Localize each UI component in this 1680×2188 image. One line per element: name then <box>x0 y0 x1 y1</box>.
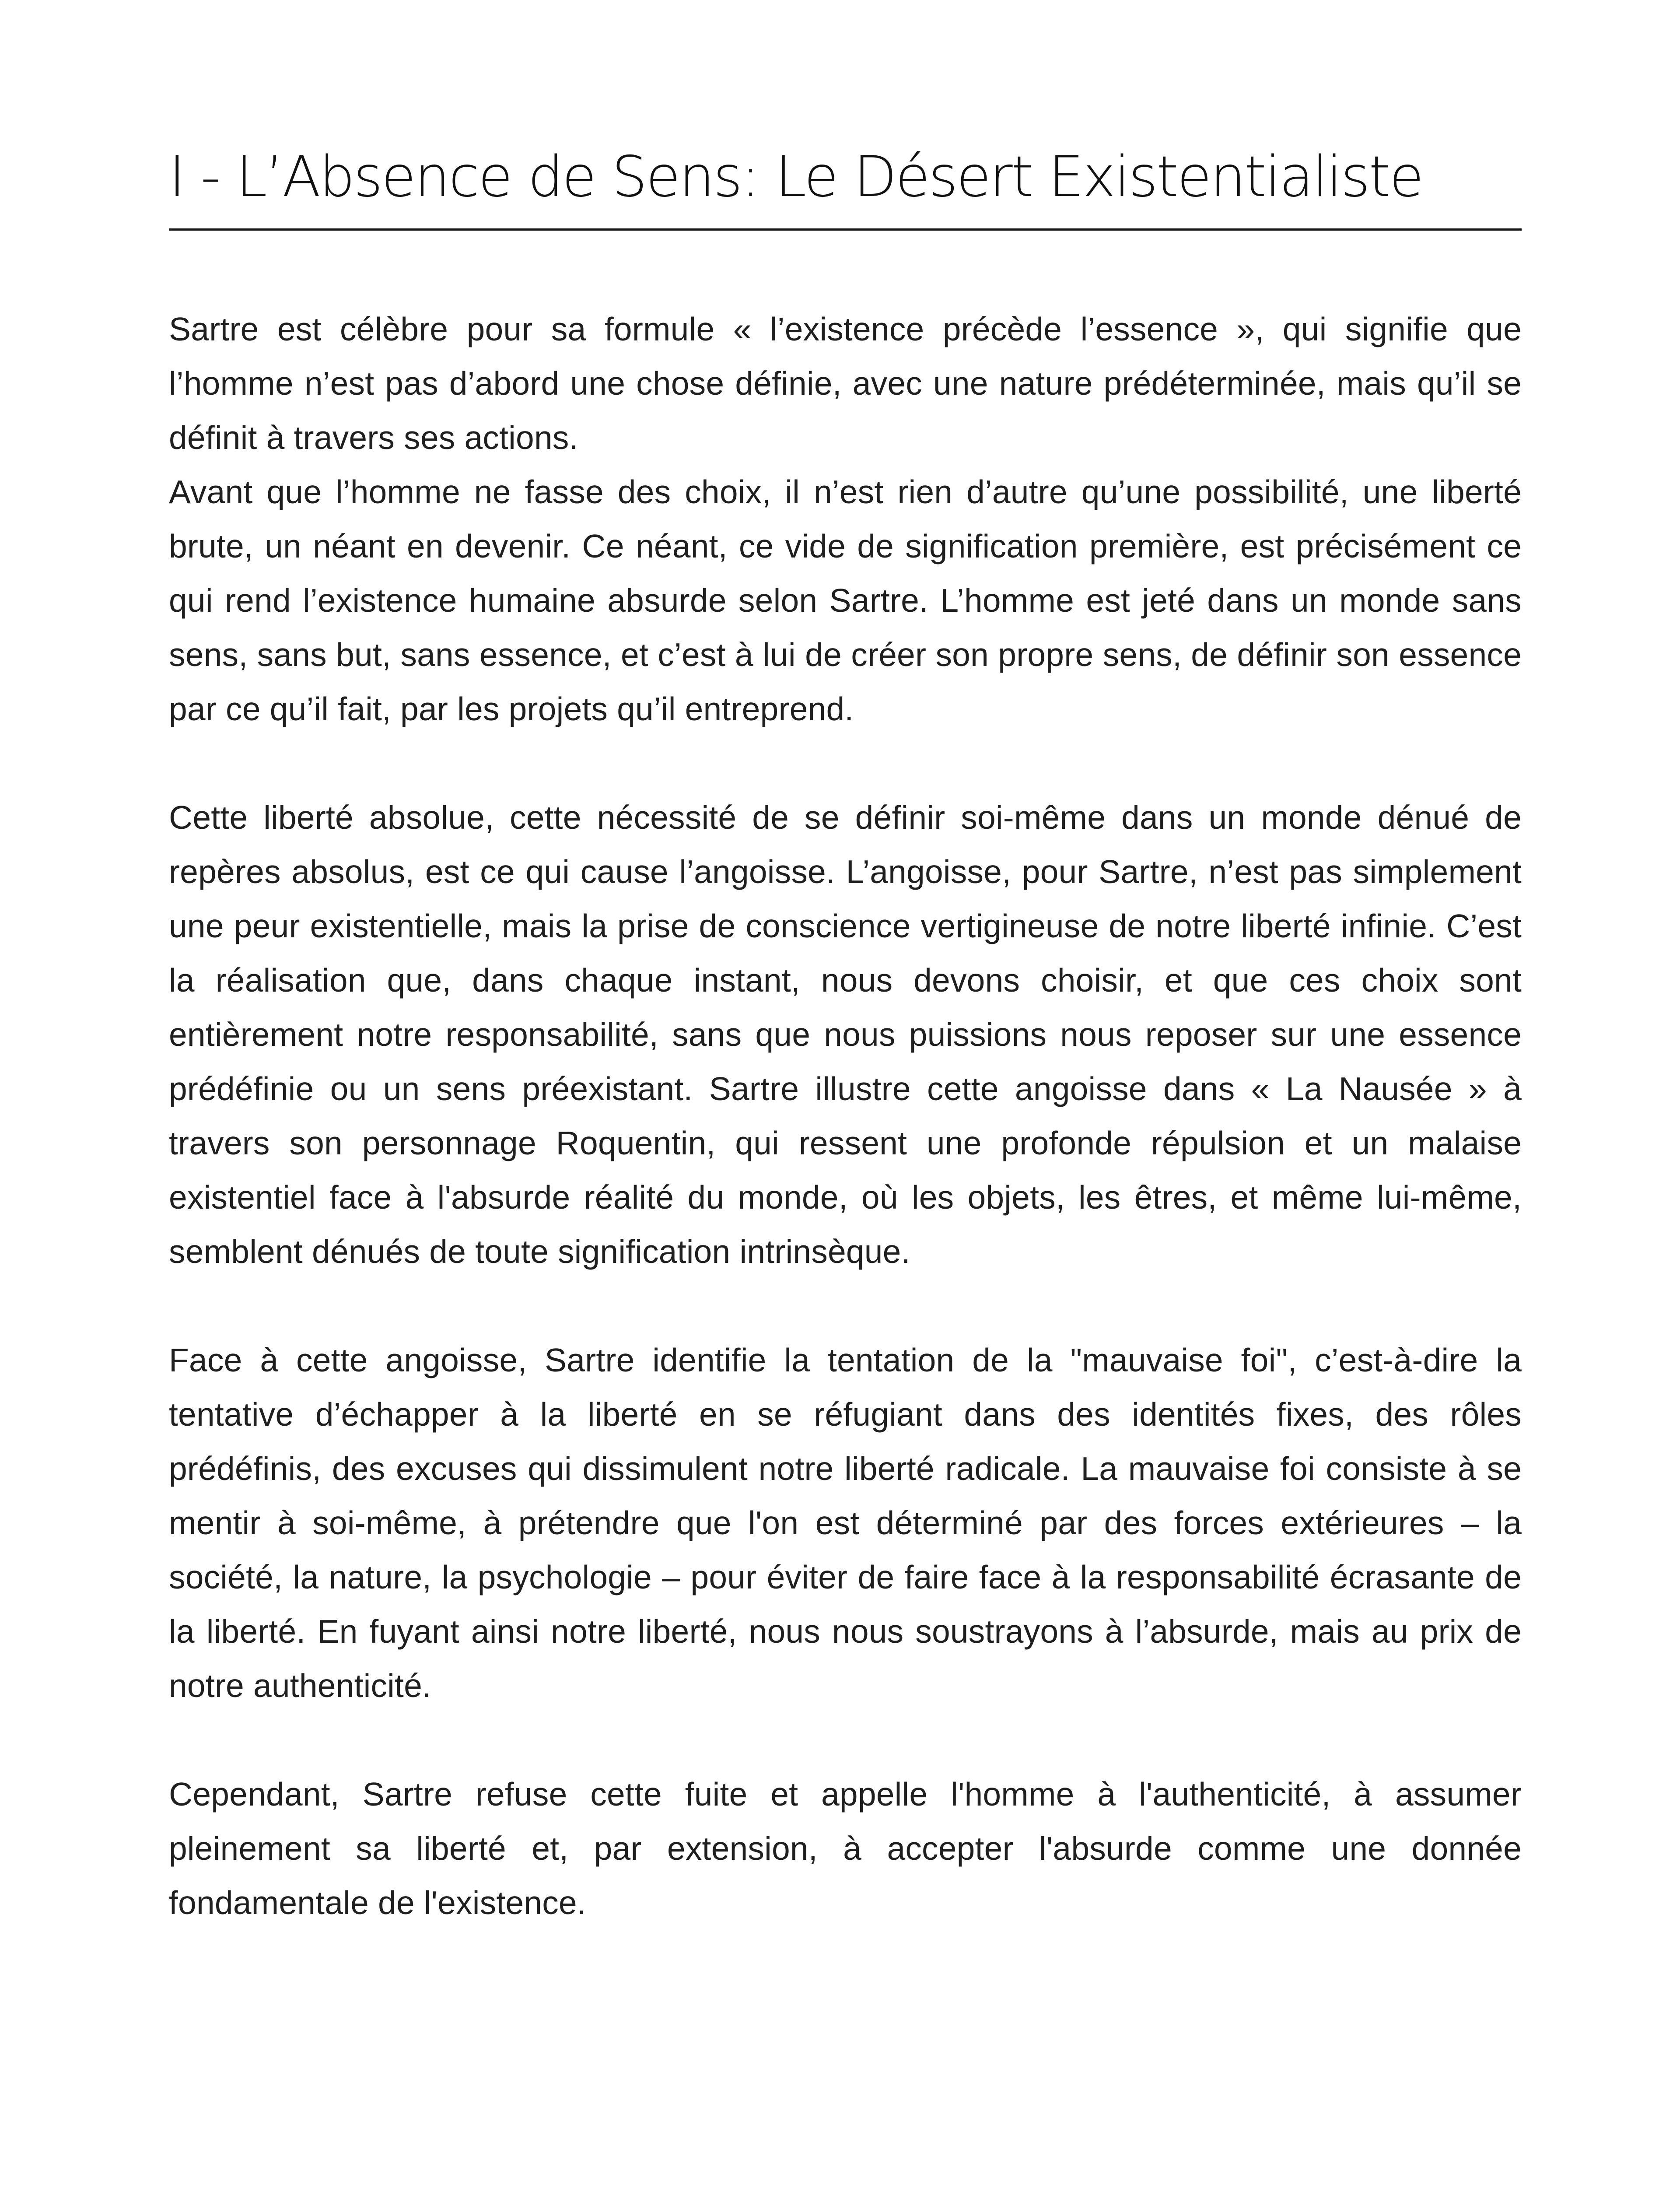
paragraph-1: Sartre est célèbre pour sa formule « l’existence précède l’essence », qui signifie que l’homme n’est pas d’abord une chose définie, avec une nature prédéterminée, mais qu’il se définit à travers ses actions. <box>169 311 1522 456</box>
title-divider <box>169 228 1522 231</box>
paragraph-2: Avant que l’homme ne fasse des choix, il n’est rien d’autre qu’une possibilité, une liberté brute, un néant en devenir. Ce néant, ce vide de signification première, est précisément ce qui rend l’existence humaine absurde selon Sartre. L’homme est jeté dans un monde sans sens, sans but, sans essence, et c’est à lui de créer son propre sens, de définir son essence par ce qu’il fait, par les projets qu’il entreprend. <box>169 473 1522 727</box>
page-title: I - L’Absence de Sens: Le Désert Existentialiste <box>169 144 1423 210</box>
paragraph-3: Cette liberté absolue, cette nécessité de se définir soi-même dans un monde dénué de repères absolus, est ce qui cause l’angoisse. L’angoisse, pour Sartre, n’est pas simplement une peur existentielle, mais la prise de conscience vertigineuse de notre liberté infinie. C’est la réalisation que, dans chaque instant, nous devons choisir, et que ces choix sont entièrement notre responsabilité, sans que nous puissions nous reposer sur une essence prédéfinie ou un sens préexistant. Sartre illustre cette angoisse dans « La Nausée » à travers son personnage Roquentin, qui ressent une profonde répulsion et un malaise existentiel face à l'absurde réalité du monde, où les objets, les êtres, et même lui-même, semblent dénués de toute signification intrinsèque. <box>169 799 1522 1270</box>
paragraph-5: Cependant, Sartre refuse cette fuite et appelle l'homme à l'authenticité, à assumer pleinement sa liberté et, par extension, à accepter l'absurde comme une donnée fondamentale de l'existence. <box>169 1776 1522 1921</box>
body-text <box>169 302 1522 1984</box>
paragraph-4: Face à cette angoisse, Sartre identifie la tentation de la "mauvaise foi", c’est-à-dire la tentative d’échapper à la liberté en se réfugiant dans des identités fixes, des rôles prédéfinis, des excuses qui dissimulent notre liberté radicale. La mauvaise foi consiste à se mentir à soi-même, à prétendre que l'on est déterminé par des forces extérieures – la société, la nature, la psychologie – pour éviter de faire face à la responsabilité écrasante de la liberté. En fuyant ainsi notre liberté, nous nous soustrayons à l’absurde, mais au prix de notre authenticité. <box>169 1342 1522 1704</box>
